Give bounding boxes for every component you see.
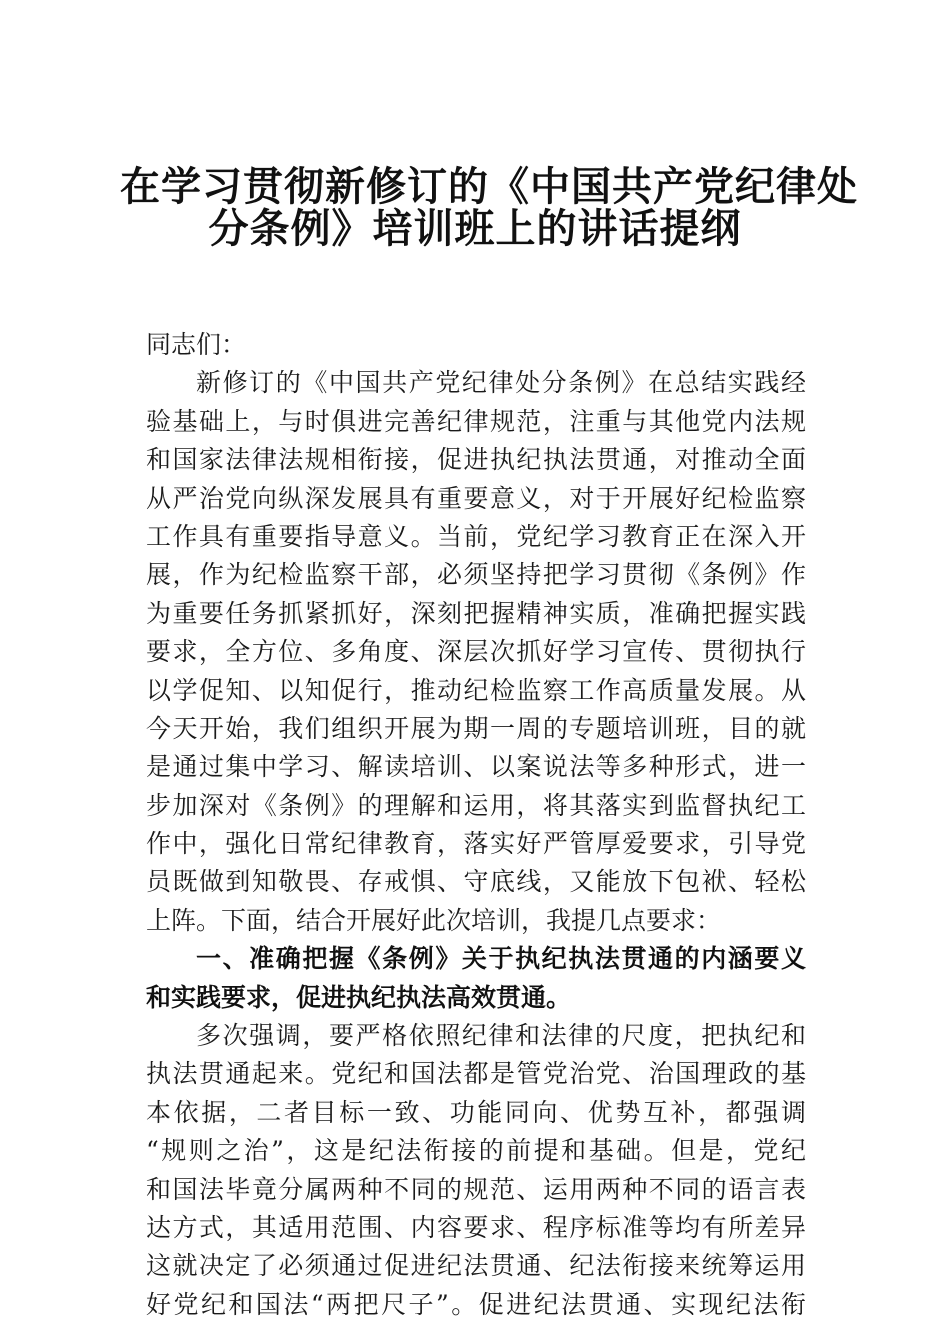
paragraph-2-line: 达方式，其适用范围、内容要求、程序标准等均有所差异 — [146, 1212, 806, 1242]
paragraph-1-line: 今天开始，我们组织开展为期一周的专题培训班，目的就 — [146, 713, 806, 743]
document-title-line-2: 分条例》培训班上的讲话提纲 — [208, 205, 742, 252]
paragraph-1-line: 工作具有重要指导意义。当前，党纪学习教育正在深入开 — [146, 521, 806, 551]
salutation: 同志们： — [146, 330, 247, 359]
paragraph-1-line: 新修订的《中国共产党纪律处分条例》在总结实践经 — [196, 368, 806, 398]
paragraph-1-line: 验基础上，与时俱进完善纪律规范，注重与其他党内法规 — [146, 406, 806, 436]
paragraph-1-line: 要求，全方位、多角度、深层次抓好学习宣传、贯彻执行 — [146, 637, 806, 667]
paragraph-2-line: 多次强调，要严格依照纪律和法律的尺度，把执纪和 — [196, 1021, 806, 1051]
paragraph-1-line: 员既做到知敬畏、存戒惧、守底线，又能放下包袱、轻松 — [146, 867, 806, 897]
section-heading-line: 和实践要求，促进执纪执法高效贯通。 — [146, 982, 572, 1012]
paragraph-1-line: 上阵。下面，结合开展好此次培训，我提几点要求： — [146, 905, 722, 935]
paragraph-1-line: 以学促知、以知促行，推动纪检监察工作高质量发展。从 — [146, 675, 806, 705]
paragraph-1-line: 为重要任务抓紧抓好，深刻把握精神实质，准确把握实践 — [146, 598, 806, 628]
section-heading-line: 一、准确把握《条例》关于执纪执法贯通的内涵要义 — [196, 944, 806, 974]
paragraph-2-line: 和国法毕竟分属两种不同的规范、运用两种不同的语言表 — [146, 1174, 806, 1204]
paragraph-2-line: “规则之治”，这是纪法衔接的前提和基础。但是，党纪 — [146, 1136, 806, 1166]
paragraph-2-line: 好党纪和国法“两把尺子”。促进纪法贯通、实现纪法衔 — [146, 1289, 806, 1319]
paragraph-1-line: 作中，强化日常纪律教育，落实好严管厚爱要求，引导党 — [146, 829, 806, 859]
paragraph-2-line: 这就决定了必须通过促进纪法贯通、纪法衔接来统筹运用 — [146, 1251, 806, 1281]
document-body — [146, 326, 806, 1324]
paragraph-2-line: 本依据，二者目标一致、功能同向、优势互补，都强调 — [146, 1097, 806, 1127]
paragraph-1-line: 是通过集中学习、解读培训、以案说法等多种形式，进一 — [146, 752, 806, 782]
paragraph-1-line: 和国家法律法规相衔接，促进执纪执法贯通，对推动全面 — [146, 445, 806, 475]
paragraph-1-line: 步加深对《条例》的理解和运用，将其落实到监督执纪工 — [146, 790, 806, 820]
paragraph-1-line: 展，作为纪检监察干部，必须坚持把学习贯彻《条例》作 — [146, 560, 806, 590]
document-title-line-1: 在学习贯彻新修订的《中国共产党纪律处 — [120, 163, 858, 210]
paragraph-1-line: 从严治党向纵深发展具有重要意义，对于开展好纪检监察 — [146, 483, 806, 513]
paragraph-2-line: 执法贯通起来。党纪和国法都是管党治党、治国理政的基 — [146, 1059, 806, 1089]
